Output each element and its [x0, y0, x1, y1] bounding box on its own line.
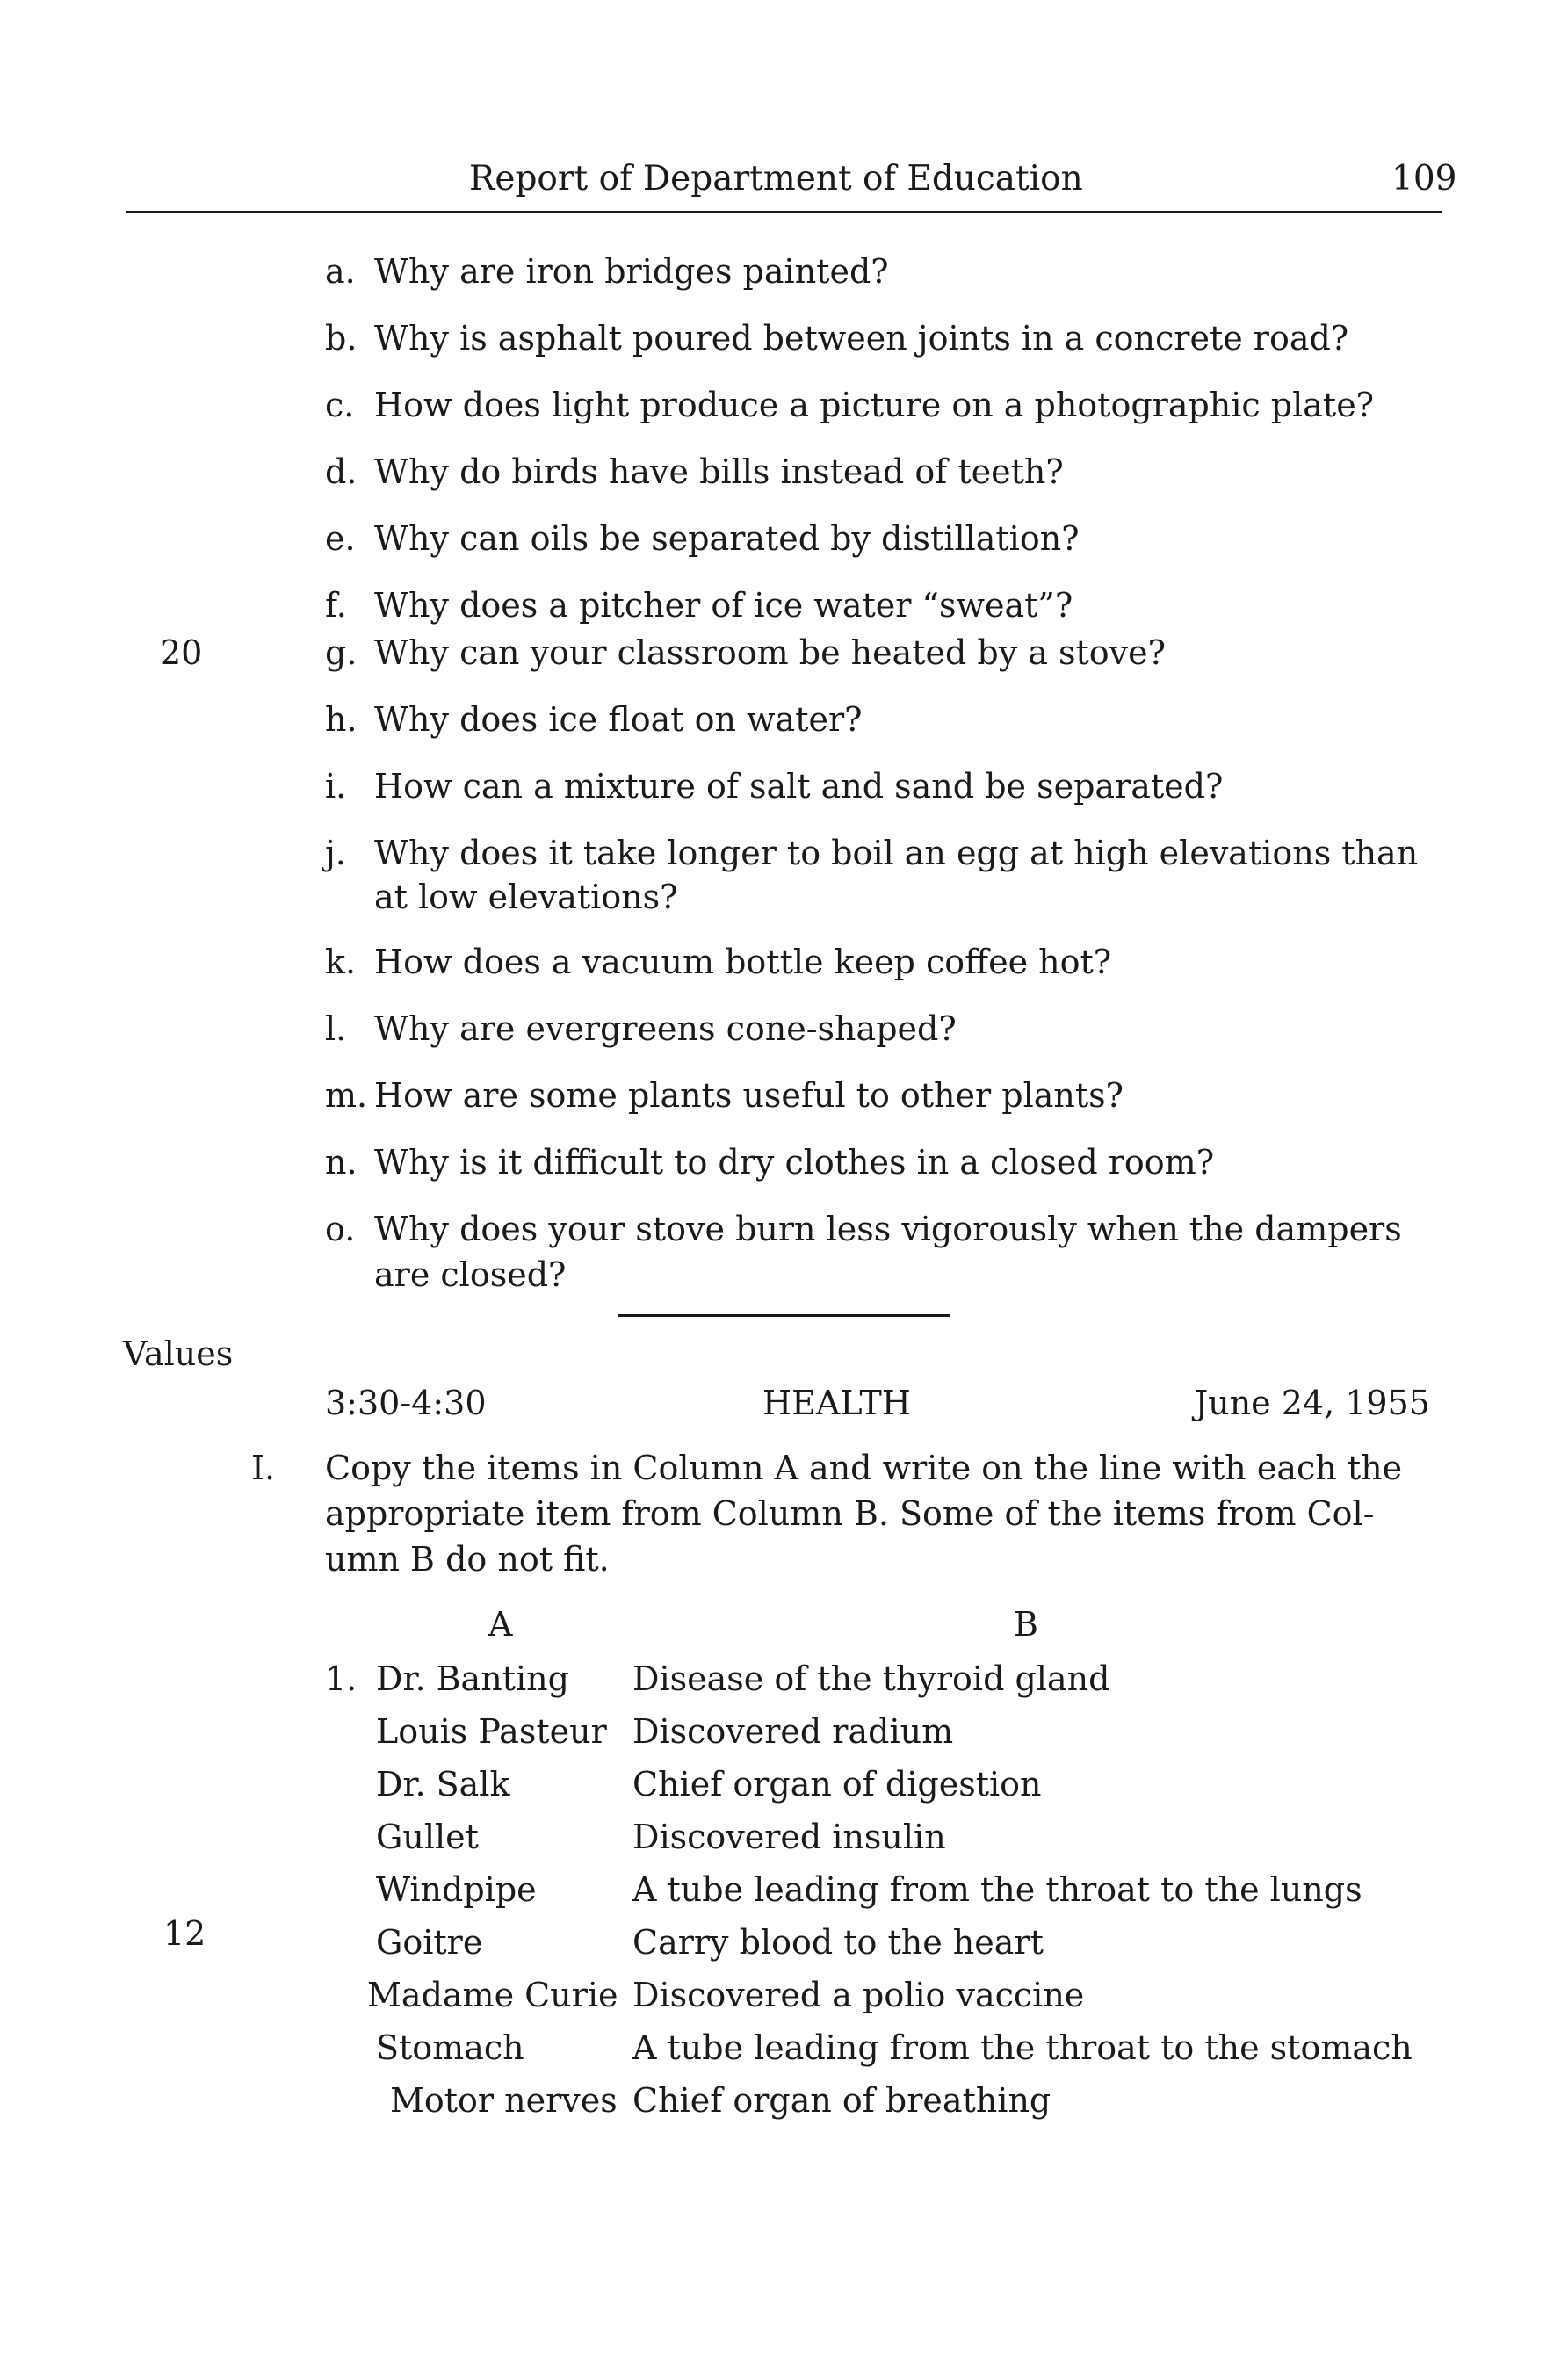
question-text: Why are iron bridges painted?	[374, 252, 889, 291]
question-e	[325, 519, 1080, 558]
column-b-item: A tube leading from the throat to the lungs	[632, 1870, 1362, 1909]
question-i	[325, 767, 1224, 806]
column-a-item: Stomach	[376, 2028, 524, 2067]
question-text: How are some plants useful to other plants?	[374, 1076, 1124, 1115]
question-text: How does a vacuum bottle keep coffee hot?	[374, 943, 1112, 981]
question-letter: n.	[325, 1143, 358, 1182]
column-b-header: B	[1014, 1605, 1038, 1644]
question-k	[325, 945, 1111, 979]
question-letter: c.	[325, 386, 355, 424]
column-b-item: Discovered insulin	[632, 1818, 946, 1856]
question-text: Why can oils be separated by distillation?	[374, 519, 1080, 558]
question-text: Why is it difficult to dry clothes in a closed room?	[374, 1143, 1215, 1182]
column-b-item: Disease of the thyroid gland	[632, 1659, 1110, 1698]
question-m	[325, 1076, 1124, 1115]
question-letter: b.	[325, 319, 358, 358]
question-o-continuation: are closed?	[374, 1255, 567, 1294]
instructions-line-2: appropriate item from Column B. Some of the items from Col-	[325, 1494, 1375, 1533]
question-letter: d.	[325, 452, 358, 491]
question-l	[325, 1009, 957, 1048]
instructions-line-3: umn B do not fit.	[325, 1540, 610, 1579]
question-letter: e.	[325, 519, 356, 558]
question-f	[325, 586, 1073, 625]
column-b-item: A tube leading from the throat to the stomach	[632, 2028, 1413, 2067]
question-letter: l.	[325, 1009, 347, 1048]
health-value: 12	[163, 1914, 206, 1953]
question-g	[325, 633, 1167, 672]
question-h	[325, 700, 863, 739]
question-letter: k.	[325, 943, 357, 981]
header-rule	[126, 211, 1442, 213]
column-a-item: Dr. Salk	[376, 1765, 510, 1804]
question-a	[325, 252, 889, 291]
column-b-item: Discovered a polio vaccine	[632, 1976, 1085, 2014]
question-c	[325, 388, 1374, 422]
column-b-item: Chief organ of digestion	[632, 1765, 1042, 1804]
question-j	[325, 836, 1418, 870]
question-text: Why are evergreens cone-shaped?	[374, 1009, 957, 1048]
science-value: 20	[160, 633, 203, 672]
question-text: How does light produce a picture on a photographic plate?	[374, 386, 1375, 424]
question-o	[325, 1212, 1402, 1246]
question-text: Why does ice float on water?	[374, 700, 863, 739]
question-letter: h.	[325, 700, 358, 739]
question-text: Why does your stove burn less vigorously when the dampers	[374, 1210, 1402, 1248]
question-letter: o.	[325, 1210, 356, 1248]
section-numeral: I.	[251, 1449, 276, 1487]
question-letter: f.	[325, 586, 347, 625]
question-letter: m.	[325, 1076, 368, 1115]
page-number: 109	[1391, 159, 1457, 199]
column-a-item: Motor nerves	[390, 2081, 618, 2120]
question-text: Why do birds have bills instead of teeth?	[374, 452, 1064, 491]
column-a-header: A	[488, 1605, 513, 1644]
exam-date: June 24, 1955	[1195, 1384, 1430, 1422]
question-b	[325, 319, 1349, 358]
question-d	[325, 452, 1064, 491]
question-text: Why does it take longer to boil an egg at high elevations than	[374, 834, 1419, 872]
instructions-line-1: Copy the items in Column A and write on the line with each the	[325, 1449, 1403, 1487]
question-text: Why is asphalt poured between joints in a concrete road?	[374, 319, 1349, 358]
column-a-item: Dr. Banting	[376, 1659, 569, 1698]
question-letter: a.	[325, 252, 356, 291]
column-b-item: Chief organ of breathing	[632, 2081, 1051, 2120]
question-text: Why can your classroom be heated by a stove?	[374, 633, 1167, 672]
question-n	[325, 1143, 1215, 1182]
running-header-title: Report of Department of Education	[469, 159, 1083, 199]
question-letter: j.	[325, 834, 346, 872]
question-text: Why does a pitcher of ice water “sweat”?	[374, 586, 1073, 625]
column-a-item: Windpipe	[376, 1870, 537, 1909]
question-text: How can a mixture of salt and sand be separated?	[374, 767, 1224, 806]
column-a-item: Louis Pasteur	[376, 1712, 607, 1751]
section-separator	[618, 1314, 950, 1317]
question-j-continuation: at low elevations?	[374, 878, 678, 916]
column-b-item: Carry blood to the heart	[632, 1923, 1044, 1962]
column-a-item: Goitre	[376, 1923, 483, 1962]
column-a-item: Gullet	[376, 1818, 479, 1856]
exam-subject: HEALTH	[762, 1384, 911, 1422]
question-letter: i.	[325, 767, 347, 806]
question-letter: g.	[325, 633, 358, 672]
column-a-item: Madame Curie	[367, 1976, 618, 2014]
exam-time: 3:30-4:30	[325, 1384, 487, 1422]
column-b-item: Discovered radium	[632, 1712, 954, 1751]
item-number: 1.	[325, 1659, 358, 1698]
values-label: Values	[123, 1334, 234, 1373]
